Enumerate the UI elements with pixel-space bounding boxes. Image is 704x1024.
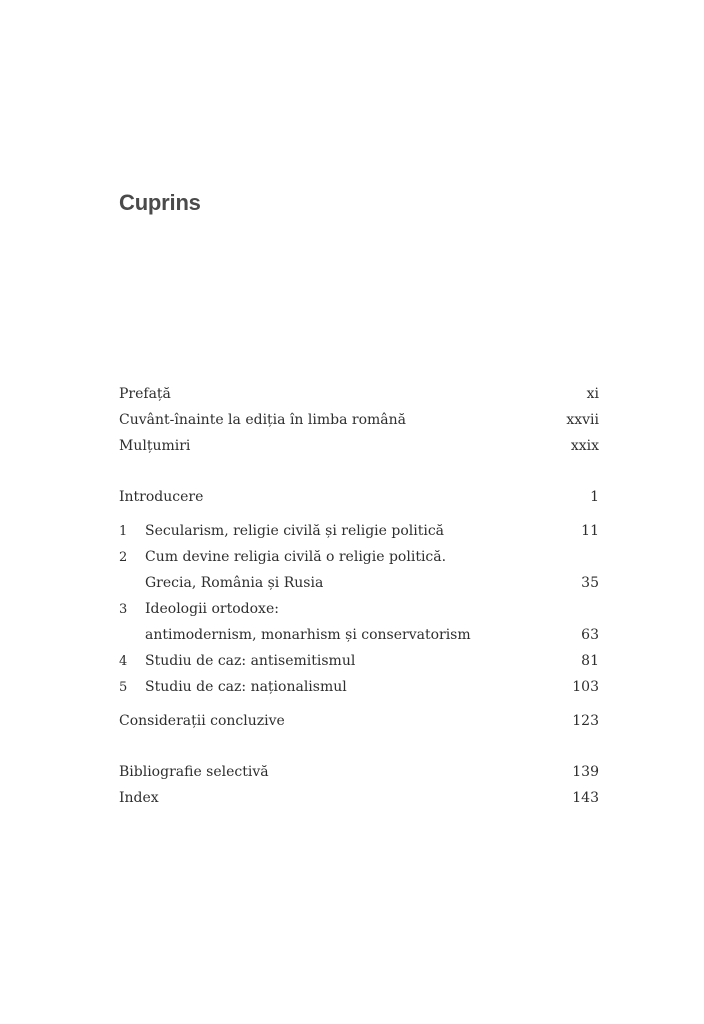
toc-entry-page: 139 (572, 764, 599, 780)
toc-chapter-2-continuation[interactable] (119, 570, 599, 596)
toc-entry-label-continuation: Grecia, România și Rusia (145, 575, 324, 591)
toc-entry-label: Cuvânt-înainte la ediția în limba română (119, 412, 406, 428)
toc-back-matter (119, 759, 599, 811)
toc-entry-index[interactable] (119, 785, 599, 811)
toc-entry-cuvant-inainte[interactable] (119, 407, 599, 433)
toc-entry-page: xi (586, 386, 599, 402)
toc-chapter-3-continuation[interactable] (119, 622, 599, 648)
toc-entry-consideratii[interactable] (119, 708, 599, 734)
toc-chapters (119, 518, 599, 700)
toc-entry-multumiri[interactable] (119, 433, 599, 459)
toc-entry-label: Mulțumiri (119, 438, 191, 454)
toc-chapter-3[interactable] (119, 596, 599, 622)
toc-entry-page: 103 (572, 679, 599, 695)
toc-entry-page: 1 (590, 489, 599, 505)
toc-entry-page: 63 (581, 627, 599, 643)
toc-entry-label: Ideologii ortodoxe: (145, 601, 279, 617)
toc-chapter-1[interactable] (119, 518, 599, 544)
toc-entry-label: Secularism, religie civilă și religie politică (145, 523, 445, 539)
toc-entry-label: Considerații concluzive (119, 713, 285, 729)
toc-entry-page: 35 (581, 575, 599, 591)
chapter-number: 4 (119, 654, 128, 669)
chapter-number: 3 (119, 602, 128, 617)
toc-entry-label: Introducere (119, 489, 204, 505)
toc-chapter-2[interactable] (119, 544, 599, 570)
chapter-number: 5 (119, 680, 128, 695)
toc-entry-label: Studiu de caz: antisemitismul (145, 653, 356, 669)
chapter-number: 2 (119, 550, 128, 565)
toc-introduction (119, 484, 599, 510)
toc-conclusion (119, 708, 599, 734)
toc-entry-label: Index (119, 790, 159, 806)
toc-entry-introducere[interactable] (119, 484, 599, 510)
toc-entry-page: xxix (570, 438, 599, 454)
toc-entry-prefata[interactable] (119, 381, 599, 407)
toc-entry-page: 81 (581, 653, 599, 669)
toc-entry-page: 143 (572, 790, 599, 806)
toc-front-matter (119, 381, 599, 459)
chapter-number: 1 (119, 524, 128, 539)
page-title: Cuprins (119, 190, 201, 215)
toc-entry-page: 123 (572, 713, 599, 729)
toc-entry-bibliografie[interactable] (119, 759, 599, 785)
table-of-contents (119, 381, 599, 811)
toc-entry-label-continuation: antimodernism, monarhism și conservatorism (145, 627, 471, 643)
toc-entry-page: 11 (581, 523, 599, 539)
toc-entry-label: Bibliografie selectivă (119, 764, 269, 780)
toc-entry-page: xxvii (566, 412, 599, 428)
toc-entry-label: Cum devine religia civilă o religie politică. (145, 549, 447, 565)
toc-chapter-4[interactable] (119, 648, 599, 674)
toc-entry-label: Prefață (119, 386, 171, 402)
toc-entry-label: Studiu de caz: naționalismul (145, 679, 347, 695)
toc-chapter-5[interactable] (119, 674, 599, 700)
